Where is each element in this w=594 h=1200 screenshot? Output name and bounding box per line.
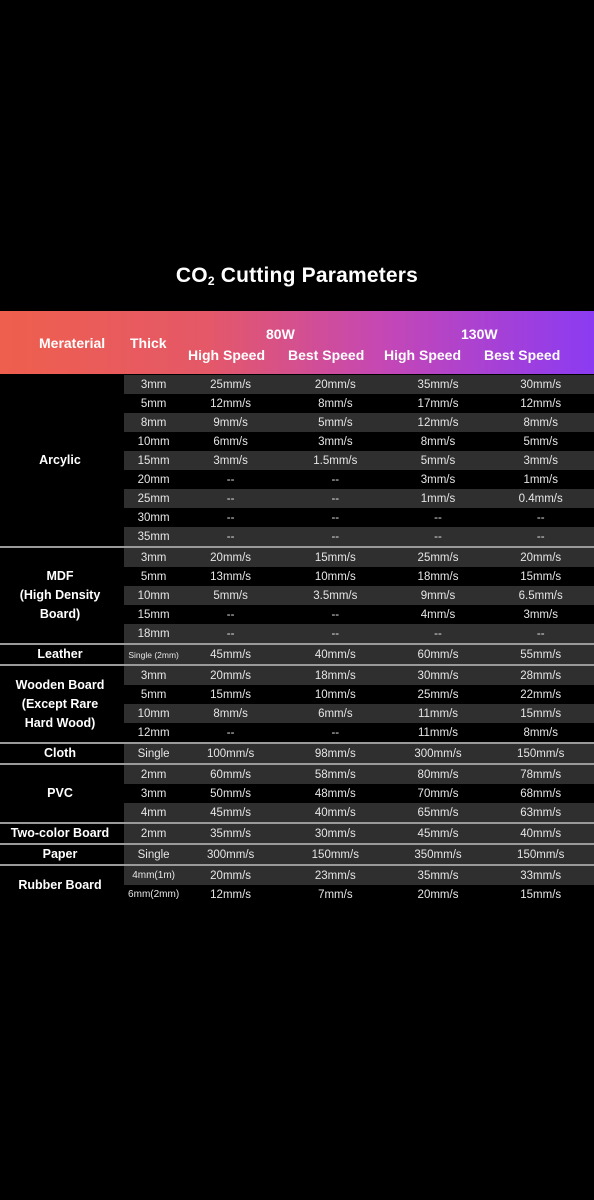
high-speed-130w-cell: 350mm/s	[414, 848, 462, 861]
material-name	[0, 666, 120, 742]
high-speed-130w-cell: 5mm/s	[420, 454, 456, 467]
high-speed-80w-cell: 50mm/s	[210, 787, 252, 800]
best-speed-130w-cell: 40mm/s	[520, 827, 562, 840]
best-speed-80w-cell: 1.5mm/s	[313, 454, 358, 467]
material-name	[0, 866, 120, 904]
table-row	[124, 866, 594, 885]
thickness-cell: 3mm	[140, 551, 167, 564]
thickness-cell: 15mm	[137, 608, 170, 621]
best-speed-130w-cell: 0.4mm/s	[518, 492, 563, 505]
best-speed-130w-cell: 150mm/s	[517, 848, 565, 861]
best-speed-80w-cell: 30mm/s	[314, 827, 356, 840]
thickness-cell: 12mm	[137, 726, 170, 739]
best-speed-130w-cell: 5mm/s	[523, 435, 558, 448]
material-name-line: Two-color Board	[10, 826, 110, 840]
best-speed-130w-cell: 28mm/s	[520, 669, 562, 682]
high-speed-130w-cell: 35mm/s	[417, 378, 459, 391]
thickness-cell: Single (2mm)	[128, 649, 179, 660]
header-best-speed-80w: Best Speed	[288, 347, 365, 363]
table-row	[124, 784, 594, 803]
table-row	[124, 645, 594, 664]
best-speed-130w-cell: --	[536, 511, 545, 524]
page-title	[0, 264, 594, 288]
high-speed-130w-cell: --	[434, 511, 442, 524]
material-group	[0, 548, 594, 645]
material-group	[0, 375, 594, 548]
best-speed-130w-cell: 20mm/s	[520, 551, 562, 564]
table-header	[0, 311, 594, 374]
high-speed-130w-cell: 35mm/s	[417, 869, 459, 882]
best-speed-80w-cell: 3mm/s	[318, 435, 353, 448]
best-speed-80w-cell: 40mm/s	[314, 806, 356, 819]
high-speed-80w-cell: --	[226, 530, 235, 543]
thickness-cell: 18mm	[137, 627, 170, 640]
thickness-cell: 10mm	[137, 707, 170, 720]
thickness-cell: 6mm(2mm)	[128, 889, 180, 900]
best-speed-130w-cell: 55mm/s	[520, 648, 562, 661]
high-speed-80w-cell: 25mm/s	[210, 378, 252, 391]
material-name-line: Arcylic	[39, 453, 81, 467]
best-speed-80w-cell: 18mm/s	[314, 669, 356, 682]
high-speed-80w-cell: 8mm/s	[213, 707, 248, 720]
high-speed-80w-cell: 3mm/s	[213, 454, 248, 467]
table-row	[124, 527, 594, 546]
material-group	[0, 744, 594, 765]
best-speed-130w-cell: 3mm/s	[523, 454, 558, 467]
best-speed-80w-cell: 23mm/s	[314, 869, 356, 882]
table-row	[124, 765, 594, 784]
title-co: CO	[175, 264, 208, 287]
table-row	[124, 548, 594, 567]
header-130w: 130W	[461, 326, 498, 342]
best-speed-130w-cell: --	[536, 627, 545, 640]
high-speed-130w-cell: --	[434, 627, 442, 640]
best-speed-80w-cell: 10mm/s	[314, 688, 356, 701]
best-speed-130w-cell: 3mm/s	[523, 608, 558, 621]
high-speed-80w-cell: 45mm/s	[210, 648, 252, 661]
high-speed-80w-cell: 20mm/s	[210, 669, 252, 682]
title-subscript: 2	[207, 274, 215, 288]
high-speed-80w-cell: 13mm/s	[210, 570, 252, 583]
high-speed-130w-cell: 3mm/s	[420, 473, 456, 486]
table-row	[124, 666, 594, 685]
high-speed-80w-cell: 5mm/s	[213, 589, 248, 602]
best-speed-80w-cell: 10mm/s	[314, 570, 356, 583]
high-speed-80w-cell: 12mm/s	[210, 397, 252, 410]
best-speed-130w-cell: 150mm/s	[517, 747, 565, 760]
high-speed-80w-cell: 20mm/s	[210, 551, 252, 564]
material-group	[0, 824, 594, 845]
high-speed-130w-cell: 25mm/s	[417, 551, 459, 564]
best-speed-80w-cell: --	[331, 530, 340, 543]
material-name-line: Cloth	[44, 746, 76, 760]
high-speed-130w-cell: 4mm/s	[420, 608, 456, 621]
material-group	[0, 845, 594, 866]
material-name-line: Rubber Board	[18, 877, 102, 892]
best-speed-130w-cell: 22mm/s	[520, 688, 562, 701]
best-speed-130w-cell: 68mm/s	[520, 787, 562, 800]
table-row	[124, 723, 594, 742]
high-speed-130w-cell: 11mm/s	[417, 726, 459, 739]
thickness-cell: 5mm	[140, 570, 167, 583]
material-name-line: Paper	[42, 847, 78, 861]
high-speed-130w-cell: 18mm/s	[417, 570, 459, 583]
high-speed-130w-cell: 17mm/s	[417, 397, 459, 410]
best-speed-80w-cell: 58mm/s	[314, 768, 356, 781]
table-row	[124, 413, 594, 432]
material-name	[0, 824, 120, 843]
material-name-line: Hard Wood)	[24, 715, 96, 730]
best-speed-130w-cell: 8mm/s	[523, 416, 558, 429]
thickness-cell: 3mm	[140, 787, 167, 800]
thickness-cell: 8mm	[140, 416, 167, 429]
best-speed-130w-cell: 63mm/s	[520, 806, 562, 819]
best-speed-130w-cell: 78mm/s	[520, 768, 562, 781]
best-speed-80w-cell: 7mm/s	[318, 888, 353, 901]
best-speed-130w-cell: 12mm/s	[520, 397, 562, 410]
high-speed-80w-cell: --	[226, 492, 235, 505]
table-row	[124, 394, 594, 413]
high-speed-80w-cell: --	[226, 726, 235, 739]
thickness-cell: 3mm	[140, 669, 167, 682]
best-speed-80w-cell: 98mm/s	[314, 747, 356, 760]
best-speed-80w-cell: 48mm/s	[314, 787, 356, 800]
thickness-cell: 10mm	[137, 435, 170, 448]
thickness-cell: 30mm	[137, 511, 170, 524]
best-speed-130w-cell: --	[536, 530, 545, 543]
table-row	[124, 489, 594, 508]
thickness-cell: 4mm	[140, 806, 167, 819]
high-speed-130w-cell: --	[434, 530, 442, 543]
high-speed-130w-cell: 80mm/s	[417, 768, 459, 781]
thickness-cell: 3mm	[140, 378, 167, 391]
best-speed-80w-cell: --	[331, 608, 340, 621]
title-rest: Cutting Parameters	[214, 264, 419, 287]
table-row	[124, 605, 594, 624]
high-speed-80w-cell: --	[226, 511, 235, 524]
material-name-line: PVC	[47, 786, 73, 800]
material-name-line: Wooden Board	[15, 677, 105, 692]
best-speed-130w-cell: 8mm/s	[523, 726, 558, 739]
material-name	[0, 548, 120, 643]
table-row	[124, 685, 594, 704]
table-row	[124, 744, 594, 763]
high-speed-80w-cell: 6mm/s	[213, 435, 248, 448]
best-speed-80w-cell: 15mm/s	[314, 551, 356, 564]
table-row	[124, 624, 594, 643]
best-speed-130w-cell: 15mm/s	[520, 570, 562, 583]
material-name-line: (High Density	[19, 588, 101, 602]
high-speed-80w-cell: --	[226, 473, 235, 486]
high-speed-80w-cell: 100mm/s	[206, 747, 255, 760]
best-speed-80w-cell: 3.5mm/s	[313, 589, 358, 602]
thickness-cell: Single	[137, 848, 170, 861]
thickness-cell: 10mm	[137, 589, 170, 602]
high-speed-130w-cell: 70mm/s	[417, 787, 459, 800]
high-speed-130w-cell: 12mm/s	[417, 416, 459, 429]
best-speed-80w-cell: 5mm/s	[318, 416, 353, 429]
best-speed-80w-cell: --	[331, 726, 340, 739]
table-row	[124, 451, 594, 470]
header-high-speed-80w: High Speed	[188, 347, 266, 363]
best-speed-130w-cell: 15mm/s	[520, 888, 562, 901]
high-speed-130w-cell: 11mm/s	[417, 707, 459, 720]
high-speed-130w-cell: 300mm/s	[414, 747, 462, 760]
thickness-cell: 5mm	[140, 397, 167, 410]
best-speed-80w-cell: 40mm/s	[314, 648, 356, 661]
thickness-cell: 15mm	[137, 454, 170, 467]
material-name-line: (Except Rare	[21, 696, 99, 711]
thickness-cell: Single	[137, 747, 170, 760]
header-thick: Thick	[130, 335, 167, 351]
thickness-cell: 2mm	[140, 768, 167, 781]
thickness-cell: 20mm	[137, 473, 170, 486]
material-name	[0, 765, 120, 822]
parameters-table	[0, 375, 594, 904]
table-row	[124, 824, 594, 843]
material-name	[0, 645, 120, 664]
thickness-cell: 5mm	[140, 688, 167, 701]
table-row	[124, 803, 594, 822]
table-row	[124, 704, 594, 723]
material-name-line: MDF	[46, 569, 74, 583]
high-speed-80w-cell: 20mm/s	[210, 869, 252, 882]
best-speed-130w-cell: 30mm/s	[520, 378, 562, 391]
table-row	[124, 375, 594, 394]
best-speed-80w-cell: --	[331, 492, 340, 505]
material-name	[0, 845, 120, 864]
best-speed-80w-cell: --	[331, 627, 340, 640]
high-speed-80w-cell: 45mm/s	[210, 806, 252, 819]
thickness-cell: 25mm	[137, 492, 170, 505]
material-group	[0, 765, 594, 824]
best-speed-130w-cell: 1mm/s	[523, 473, 558, 486]
high-speed-80w-cell: 9mm/s	[213, 416, 248, 429]
thickness-cell: 2mm	[140, 827, 167, 840]
table-row	[124, 885, 594, 904]
thickness-cell: 4mm(1m)	[132, 870, 175, 881]
high-speed-130w-cell: 1mm/s	[420, 492, 456, 505]
high-speed-80w-cell: 300mm/s	[206, 848, 255, 861]
high-speed-130w-cell: 20mm/s	[417, 888, 459, 901]
high-speed-80w-cell: 60mm/s	[210, 768, 252, 781]
table-row	[124, 586, 594, 605]
high-speed-130w-cell: 8mm/s	[420, 435, 456, 448]
best-speed-80w-cell: --	[331, 473, 340, 486]
table-row	[124, 432, 594, 451]
high-speed-80w-cell: --	[226, 627, 235, 640]
high-speed-80w-cell: --	[226, 608, 235, 621]
high-speed-130w-cell: 60mm/s	[417, 648, 459, 661]
material-group	[0, 666, 594, 744]
high-speed-130w-cell: 45mm/s	[417, 827, 459, 840]
best-speed-80w-cell: 150mm/s	[311, 848, 359, 861]
header-80w: 80W	[266, 326, 295, 342]
table-row	[124, 845, 594, 864]
high-speed-80w-cell: 35mm/s	[210, 827, 252, 840]
high-speed-130w-cell: 9mm/s	[420, 589, 456, 602]
best-speed-130w-cell: 15mm/s	[520, 707, 562, 720]
thickness-cell: 35mm	[137, 530, 170, 543]
material-group	[0, 645, 594, 666]
best-speed-80w-cell: --	[331, 511, 340, 524]
material-name	[0, 744, 120, 763]
high-speed-80w-cell: 12mm/s	[210, 888, 252, 901]
table-row	[124, 470, 594, 489]
high-speed-130w-cell: 25mm/s	[417, 688, 459, 701]
best-speed-130w-cell: 6.5mm/s	[518, 589, 563, 602]
table-row	[124, 567, 594, 586]
high-speed-80w-cell: 15mm/s	[210, 688, 252, 701]
best-speed-130w-cell: 33mm/s	[520, 869, 562, 882]
material-name-line: Board)	[39, 607, 81, 621]
high-speed-130w-cell: 65mm/s	[417, 806, 459, 819]
header-best-speed-130w: Best Speed	[484, 347, 561, 363]
best-speed-80w-cell: 8mm/s	[318, 397, 353, 410]
material-name	[0, 375, 120, 546]
best-speed-80w-cell: 6mm/s	[318, 707, 353, 720]
header-high-speed-130w: High Speed	[384, 347, 462, 363]
header-material: Meraterial	[39, 335, 106, 351]
table-row	[124, 508, 594, 527]
material-name-line: Leather	[37, 647, 83, 661]
high-speed-130w-cell: 30mm/s	[417, 669, 459, 682]
best-speed-80w-cell: 20mm/s	[314, 378, 356, 391]
material-group	[0, 866, 594, 904]
